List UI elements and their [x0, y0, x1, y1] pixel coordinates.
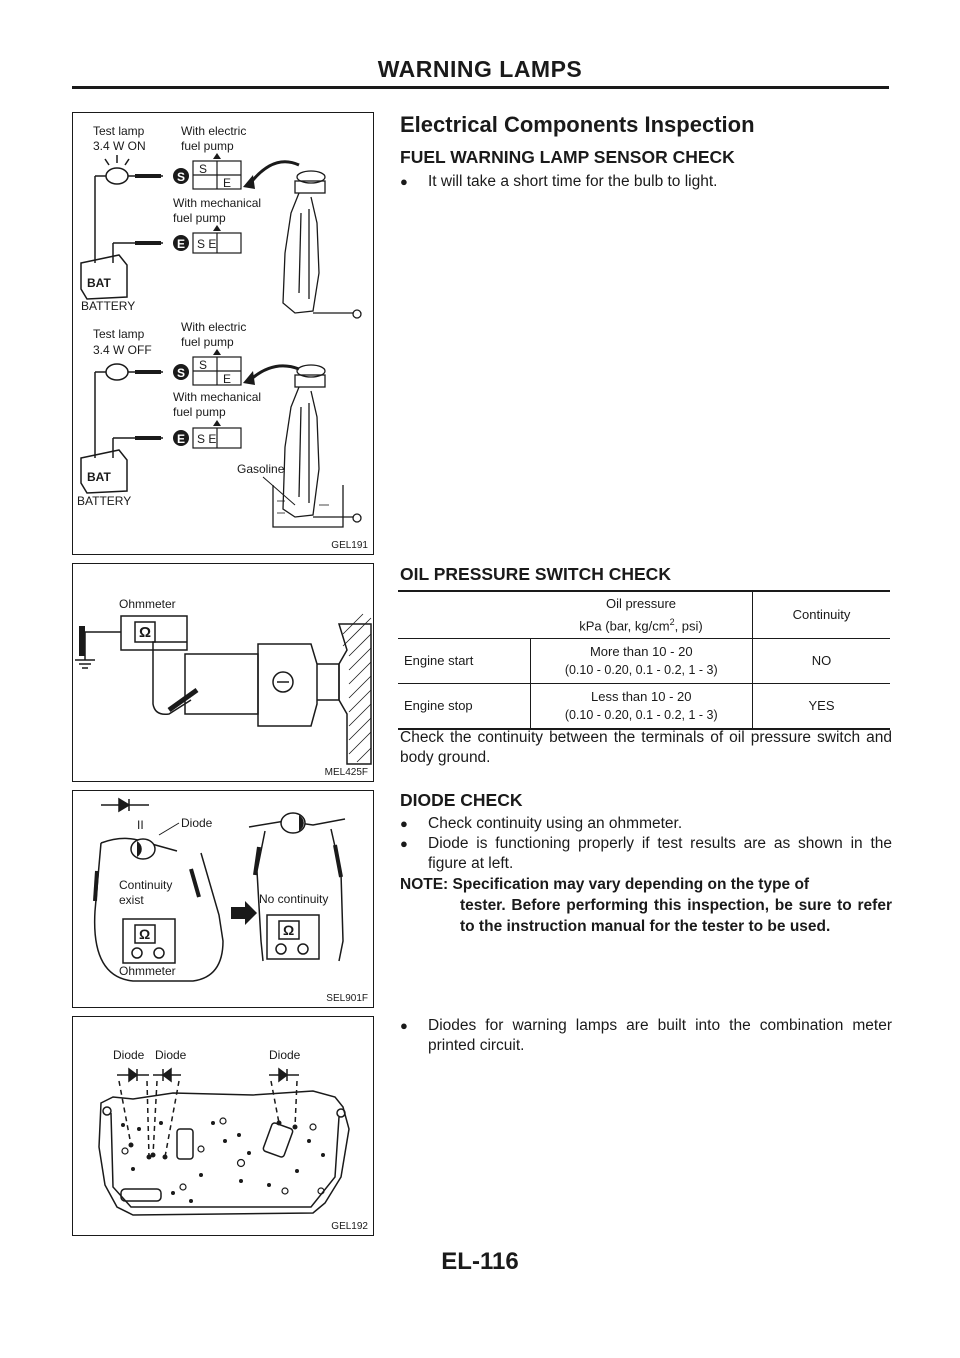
section-title: Electrical Components Inspection — [400, 112, 755, 137]
svg-text:S: S — [177, 170, 186, 184]
meter-circuit-diagram — [73, 1017, 373, 1235]
table-cell-pressure: More than 10 - 20 (0.10 - 0.20, 0.1 - 0.2, 1 - 3) — [530, 639, 753, 684]
figure-fuel-sensor — [72, 112, 374, 555]
bullet-icon: ● — [400, 816, 408, 831]
svg-text:BAT: BAT — [87, 470, 111, 484]
label-test-lamp-1: Test lamp — [93, 124, 145, 138]
svg-text:E: E — [223, 372, 232, 386]
svg-text:S: S — [177, 366, 186, 380]
ohmmeter-icon — [121, 616, 187, 650]
figure-label-mel425f: MEL425F — [324, 767, 368, 778]
list-item: ● Check continuity using an ohmmeter. — [400, 815, 683, 832]
table-cell-continuity: NO — [753, 639, 891, 684]
oil-switch-heading: OIL PRESSURE SWITCH CHECK — [400, 564, 671, 584]
svg-text:II: II — [137, 818, 144, 832]
label-diode-c: Diode — [269, 1048, 301, 1062]
svg-text:Ω: Ω — [139, 624, 152, 641]
figure-oil-switch — [72, 563, 374, 782]
label-with-electric-2: With electric — [181, 320, 247, 334]
label-no-continuity: No continuity — [259, 892, 329, 906]
diode-note: NOTE: Specification may vary depending on the type of tester. Before performing this inspection, be sure to refer to the instruction manual for the tester to be used. — [400, 876, 892, 935]
oil-switch-paragraph: Check the continuity between the terminals of oil pressure switch and body ground. — [400, 729, 892, 766]
table-header-blank — [398, 591, 530, 639]
figure-diode-check — [72, 790, 374, 1008]
diode-check-bullets — [400, 814, 892, 874]
diode-icons — [117, 1069, 299, 1081]
figure-label-gel191: GEL191 — [331, 540, 368, 551]
meter-diodes-bullet: ● Diodes for warning lamps are built into the combination meter printed circuit. — [400, 1017, 892, 1054]
svg-text:E: E — [177, 237, 186, 251]
svg-text:BAT: BAT — [87, 276, 111, 290]
table-cell-condition: Engine start — [398, 639, 530, 684]
table-header-continuity: Continuity — [753, 591, 891, 639]
table-cell-continuity: YES — [753, 684, 891, 730]
label-exist: exist — [119, 893, 144, 907]
fuel-sensor-diagram — [73, 113, 373, 554]
table-header-row — [398, 591, 890, 639]
label-ohmmeter-1: Ohmmeter — [119, 597, 176, 611]
label-watt-on: 3.4 W ON — [93, 139, 146, 153]
fuel-sender-unit-1 — [283, 181, 361, 318]
page-header-title: WARNING LAMPS — [377, 56, 583, 82]
bullet-icon: ● — [400, 174, 408, 189]
label-fuel-pump-4: fuel pump — [173, 405, 226, 419]
diode-check-diagram — [73, 791, 373, 1007]
label-ohmmeter-2: Ohmmeter — [119, 964, 176, 978]
table-header-pressure: Oil pressure kPa (bar, $kg/cm^2$, psi) — [530, 591, 753, 639]
lamp-off-icon — [95, 364, 163, 458]
circuit-dots — [121, 1121, 325, 1204]
diode-symbol-icon — [101, 799, 149, 811]
oil-switch-diagram — [73, 564, 373, 781]
fuel-sensor-heading: FUEL WARNING LAMP SENSOR CHECK — [400, 147, 735, 167]
bullet-icon: ● — [400, 836, 408, 851]
oil-pressure-table — [398, 590, 890, 730]
pressure-switch-icon — [185, 644, 339, 726]
printed-circuit-board — [99, 1091, 349, 1215]
arrow-icon — [249, 162, 299, 185]
table-cell-pressure: Less than 10 - 20 (0.10 - 0.20, 0.1 - 0.2, 1 - 3) — [530, 684, 753, 730]
fuel-sensor-bullet: ● It will take a short time for the bulb to light. — [400, 173, 718, 190]
svg-text:S E: S E — [197, 237, 217, 251]
page-number: EL-116 — [441, 1248, 519, 1275]
label-fuel-pump-1: fuel pump — [181, 139, 234, 153]
arrow-right-icon — [231, 901, 257, 925]
probe-lead-icon — [169, 690, 197, 710]
label-with-electric-1: With electric — [181, 124, 247, 138]
fuel-sender-unit-2 — [273, 375, 361, 527]
svg-text:S: S — [199, 162, 208, 176]
label-fuel-pump-3: fuel pump — [181, 335, 234, 349]
label-battery-1: BATTERY — [81, 299, 136, 313]
label-battery-2: BATTERY — [77, 494, 132, 508]
label-fuel-pump-2: fuel pump — [173, 211, 226, 225]
figure-meter-diodes — [72, 1016, 374, 1236]
list-item: ● Diode is functioning properly if test results are as shown in the figure at left. — [400, 835, 892, 872]
table-cell-condition: Engine stop — [398, 684, 530, 730]
label-gasoline: Gasoline — [237, 462, 285, 476]
label-diode-1: Diode — [181, 816, 213, 830]
label-watt-off: 3.4 W OFF — [93, 343, 152, 357]
continuity-loop — [95, 843, 223, 981]
svg-text:S: S — [199, 358, 208, 372]
lamp-icon — [95, 155, 163, 263]
bullet-icon: ● — [400, 1018, 408, 1033]
svg-text:S E: S E — [197, 432, 217, 446]
figure-label-sel901f: SEL901F — [326, 993, 368, 1004]
label-with-mechanical-1: With mechanical — [173, 196, 262, 210]
label-continuity: Continuity — [119, 878, 173, 892]
figure-label-gel192: GEL192 — [331, 1221, 368, 1232]
svg-text:Ω: Ω — [283, 922, 295, 938]
svg-text:E: E — [223, 176, 232, 190]
table-row — [398, 684, 890, 730]
label-with-mechanical-2: With mechanical — [173, 390, 262, 404]
svg-text:Ω: Ω — [139, 926, 151, 942]
svg-text:E: E — [177, 432, 186, 446]
label-diode-b: Diode — [155, 1048, 187, 1062]
header-divider — [72, 86, 889, 89]
diode-check-heading: DIODE CHECK — [400, 790, 523, 810]
label-diode-a: Diode — [113, 1048, 145, 1062]
label-test-lamp-2: Test lamp — [93, 327, 145, 341]
table-row — [398, 639, 890, 684]
